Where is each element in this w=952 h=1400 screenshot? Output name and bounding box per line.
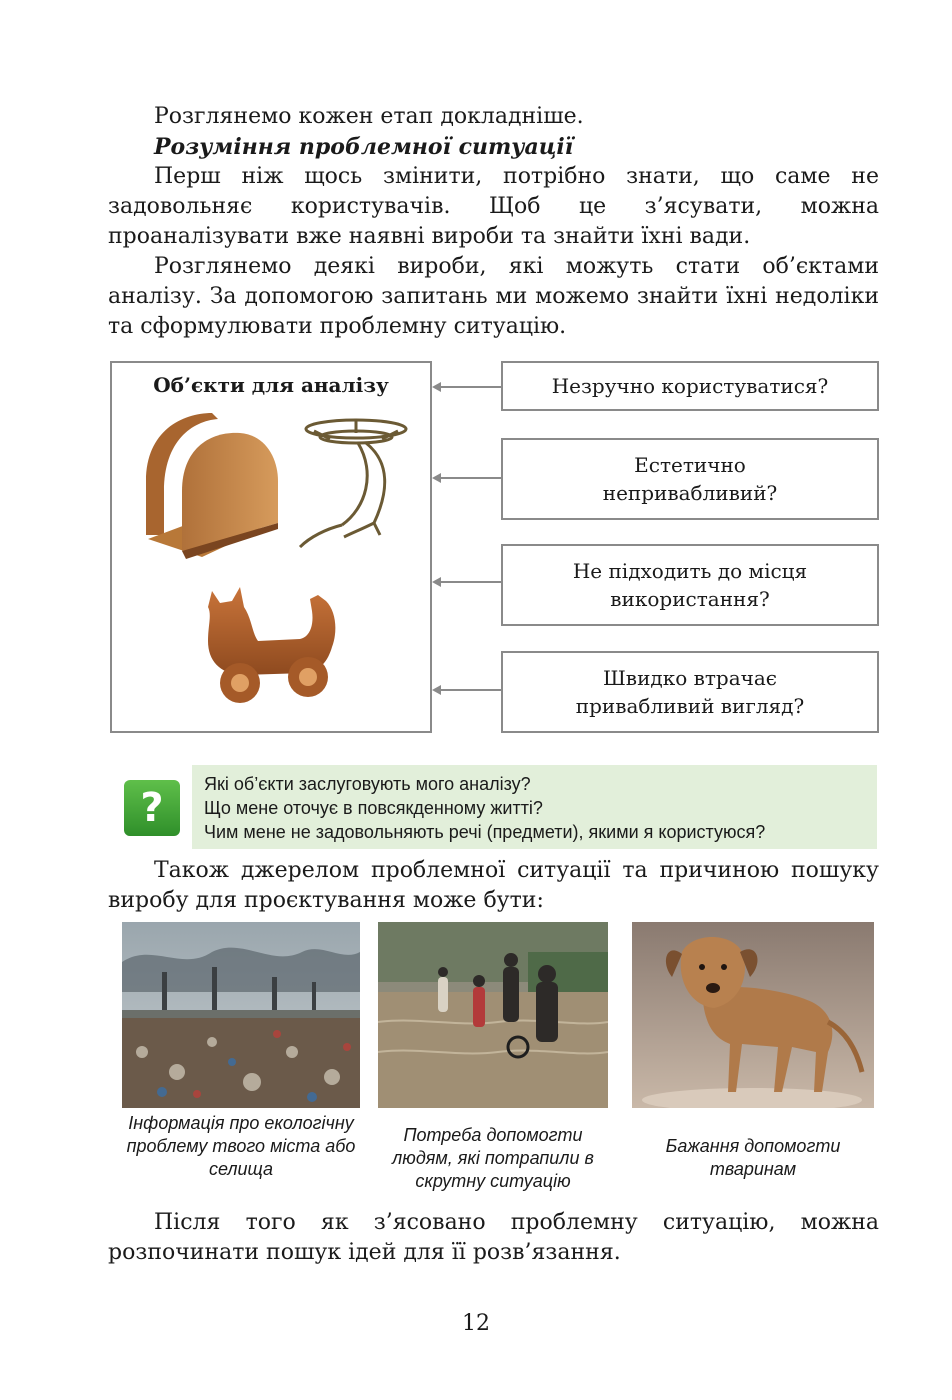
- question-mark-icon: ?: [124, 780, 180, 836]
- flood-caption: Потреба допомогти людям, які потрапили в скрутну ситуацію: [392, 1125, 594, 1191]
- question-text-1: Незручно користуватися?: [551, 374, 829, 398]
- arrow-2: [440, 477, 501, 479]
- question-text-4: Швидко втрачає привабливий вигляд?: [575, 666, 805, 718]
- reflection-question-1: Які об’єкти заслуговують мого аналізу?: [204, 774, 531, 794]
- question-text-2: Естетично непривабливий?: [602, 453, 778, 505]
- source-paragraph: Також джерелом проблемної ситуації та причиною пошуку виробу для проєктування може бути:: [108, 858, 879, 913]
- question-box-1: [501, 361, 879, 411]
- arrow-3-head: [432, 577, 441, 587]
- page-number: 12: [462, 1311, 490, 1336]
- stray-dog-photo: [632, 922, 874, 1108]
- objects-title: Об’єкти для аналізу: [153, 373, 389, 397]
- arrow-1-head: [432, 382, 441, 392]
- arrow-2-head: [432, 473, 441, 483]
- arrow-4-head: [432, 685, 441, 695]
- closing-paragraph: Після того як з’ясовано проблемну ситуацію, можна розпочинати пошук ідей для її розв’язання.: [108, 1210, 879, 1265]
- arrow-4: [440, 689, 501, 691]
- flood-photo: [378, 922, 608, 1108]
- arrow-1: [440, 386, 501, 388]
- intro-paragraph-2: Розглянемо деякі вироби, які можуть стати об’єктами аналізу. За допомогою запитань ми можемо знайти їхні недоліки та сформулювати проблемну ситуацію.: [108, 254, 879, 339]
- reflection-question-3: Чим мене не задовольняють речі (предмети), якими я користуюся?: [204, 822, 766, 842]
- dog-caption: Бажання допомогти тваринам: [665, 1136, 841, 1179]
- question-box-3: [501, 544, 879, 626]
- wire-stand-illustration: [296, 413, 416, 548]
- section-heading: Розуміння проблемної ситуації: [154, 134, 574, 160]
- arrow-3: [440, 581, 501, 583]
- objects-for-analysis-box: [110, 361, 432, 733]
- reflection-question-2: Що мене оточує в повсякденному житті?: [204, 798, 543, 818]
- intro-line: Розглянемо кожен етап докладніше.: [154, 104, 584, 129]
- pollution-caption: Інформація про екологічну проблему твого міста або селища: [126, 1113, 356, 1179]
- question-text-3: Не підходить до місця використання?: [572, 559, 808, 611]
- reflection-questions: [204, 772, 874, 844]
- question-box-4: [501, 651, 879, 733]
- wooden-cat-toy-illustration: [200, 581, 348, 707]
- question-box-2: [501, 438, 879, 520]
- pollution-photo: [122, 922, 360, 1108]
- intro-paragraph-1: Перш ніж щось змінити, потрібно знати, що саме не задовольняє користувачів. Щоб це з’ясувати, можна проаналізувати вже наявні вироби та знайти їхні вади.: [108, 164, 879, 249]
- napkin-holder-illustration: [142, 411, 282, 561]
